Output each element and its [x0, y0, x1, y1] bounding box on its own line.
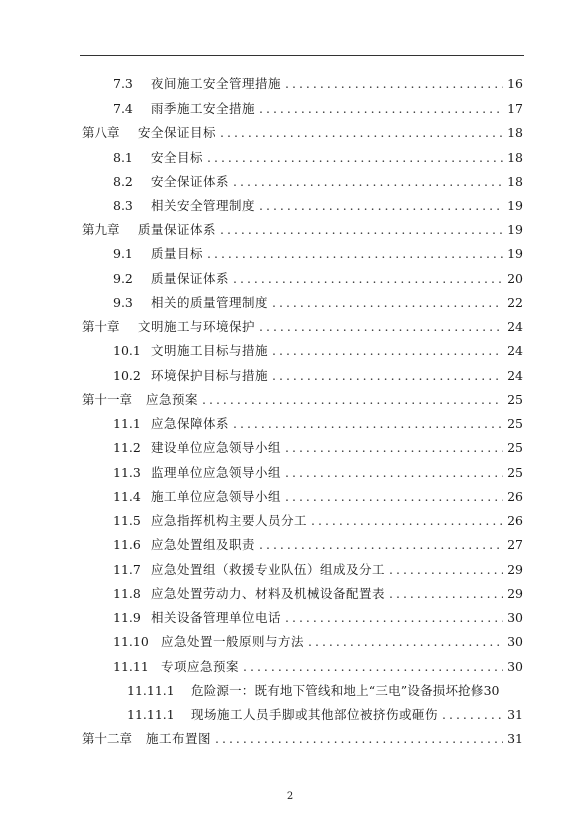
- toc-entry-page: 24: [507, 343, 523, 358]
- dot-leader: [285, 438, 503, 458]
- toc-entry-page: 30: [507, 659, 523, 674]
- toc-entry-page: 30: [507, 610, 523, 625]
- toc-entry[interactable]: [113, 269, 523, 289]
- toc-entry-title: 相关设备管理单位电话: [151, 610, 282, 625]
- toc-entry-title: 应急处置一般原则与方法: [161, 634, 305, 649]
- toc-entry[interactable]: [127, 705, 523, 725]
- dot-leader: [233, 269, 503, 289]
- dot-leader: [215, 729, 503, 749]
- dot-leader: [243, 657, 503, 677]
- toc-entry-number: 第十章: [82, 319, 120, 334]
- toc-entry-number: 11.11: [113, 659, 149, 674]
- toc-entry-title: 相关安全管理制度: [151, 198, 256, 213]
- toc-entry[interactable]: [113, 463, 523, 483]
- toc-entry-page: 26: [507, 489, 523, 504]
- toc-entry-number: 8.2: [113, 174, 133, 189]
- toc-entry[interactable]: [113, 293, 523, 313]
- toc-entry-page: 20: [507, 271, 523, 286]
- toc-chapter-entry[interactable]: [82, 317, 523, 337]
- toc-entry-number: 7.3: [113, 76, 133, 91]
- toc-entry[interactable]: [113, 657, 523, 677]
- toc-entry-number: 11.3: [113, 465, 141, 480]
- toc-entry-number: 10.2: [113, 368, 141, 383]
- toc-entry-title: 专项应急预案: [161, 659, 240, 674]
- toc-entry-title: 应急处置组（救援专业队伍）组成及分工: [151, 562, 386, 577]
- toc-chapter-entry[interactable]: [82, 220, 523, 240]
- dot-leader: [285, 463, 503, 483]
- toc-entry[interactable]: [113, 632, 523, 652]
- toc-entry[interactable]: [113, 414, 523, 434]
- dot-leader: [285, 74, 503, 94]
- toc-entry-page: 26: [507, 513, 523, 528]
- toc-entry-number: 11.9: [113, 610, 141, 625]
- toc-entry-page: 31: [507, 707, 523, 722]
- toc-entry-page: 30: [507, 634, 523, 649]
- dot-leader: [311, 511, 503, 531]
- dot-leader: [272, 366, 503, 386]
- toc-entry-page: 16: [507, 76, 523, 91]
- toc-entry-page: 25: [507, 392, 523, 407]
- toc-entry[interactable]: [113, 74, 523, 94]
- toc-entry-title: 文明施工目标与措施: [151, 343, 269, 358]
- toc-entry-page: 31: [507, 731, 523, 746]
- toc-entry-title: 安全目标: [151, 150, 204, 165]
- toc-entry-page: 19: [507, 222, 523, 237]
- dot-leader: [272, 293, 503, 313]
- toc-entry-number: 7.4: [113, 101, 133, 116]
- toc-entry-number: 11.11.1: [127, 707, 175, 722]
- toc-entry-title: 应急保障体系: [151, 416, 230, 431]
- toc-entry-number: 第十二章: [82, 731, 133, 746]
- toc-entry-page: 24: [507, 319, 523, 334]
- toc-entry-page: 29: [507, 586, 523, 601]
- toc-chapter-entry[interactable]: [82, 729, 523, 749]
- dot-leader: [308, 632, 503, 652]
- page-number: 2: [286, 791, 294, 802]
- toc-entry[interactable]: [113, 99, 523, 119]
- dot-leader: [259, 317, 503, 337]
- toc-chapter-entry[interactable]: [82, 123, 523, 143]
- dot-leader: [220, 220, 503, 240]
- toc-entry-number: 11.4: [113, 489, 141, 504]
- dot-leader: [285, 487, 503, 507]
- toc-entry-number: 第九章: [82, 222, 120, 237]
- toc-entry-number: 11.8: [113, 586, 141, 601]
- toc-entry-title: 文明施工与环境保护: [138, 319, 256, 334]
- toc-entry-number: 第十一章: [82, 392, 133, 407]
- dot-leader: [233, 414, 503, 434]
- toc-entry[interactable]: [113, 366, 523, 386]
- toc-entry[interactable]: [113, 608, 523, 628]
- toc-entry-page: 25: [507, 416, 523, 431]
- toc-entry-title: 安全保证体系: [151, 174, 230, 189]
- toc-entry-title: 应急处置劳动力、材料及机械设备配置表: [151, 586, 386, 601]
- toc-entry[interactable]: [113, 511, 523, 531]
- dot-leader: [259, 99, 503, 119]
- toc-entry-page: 25: [507, 465, 523, 480]
- toc-entry[interactable]: [113, 172, 523, 192]
- dot-leader: [259, 196, 503, 216]
- toc-entry[interactable]: [113, 196, 523, 216]
- toc-entry-title: 危险源一：既有地下管线和地上“三电”设备损坏抢修: [191, 683, 484, 698]
- toc-entry[interactable]: [113, 535, 523, 555]
- toc-entry-page: 18: [507, 150, 523, 165]
- dot-leader: [233, 172, 503, 192]
- toc-entry-page: 18: [507, 174, 523, 189]
- toc-entry-number: 8.3: [113, 198, 133, 213]
- toc-entry-page: 27: [507, 537, 523, 552]
- dot-leader: [220, 123, 503, 143]
- toc-entry-title: 应急指挥机构主要人员分工: [151, 513, 308, 528]
- toc-entry-page: 17: [507, 101, 523, 116]
- toc-entry[interactable]: [113, 341, 523, 361]
- toc-entry-title: 施工单位应急领导小组: [151, 489, 282, 504]
- dot-leader: [442, 705, 503, 725]
- toc-entry-page: 19: [507, 246, 523, 261]
- toc-entry-number: 11.6: [113, 537, 141, 552]
- toc-entry-title: 安全保证目标: [138, 125, 217, 140]
- toc-entry-number: 9.1: [113, 246, 133, 261]
- toc-entry-page: 19: [507, 198, 523, 213]
- dot-leader: [207, 148, 503, 168]
- dot-leader: [207, 244, 503, 264]
- toc-entry-number: 10.1: [113, 343, 141, 358]
- toc-entry-title: 雨季施工安全措施: [151, 101, 256, 116]
- toc-entry-number: 11.5: [113, 513, 141, 528]
- toc-entry-title: 环境保护目标与措施: [151, 368, 269, 383]
- toc-entry-number: 11.2: [113, 440, 141, 455]
- toc-chapter-entry[interactable]: [82, 390, 523, 410]
- toc-entry-page: 25: [507, 440, 523, 455]
- toc-entry-title: 应急预案: [146, 392, 199, 407]
- toc-entry-number: 9.3: [113, 295, 133, 310]
- toc-entry-title: 质量保证体系: [138, 222, 217, 237]
- toc-entry[interactable]: [113, 148, 523, 168]
- toc-entry-number: 11.10: [113, 634, 149, 649]
- toc-entry-title: 监理单位应急领导小组: [151, 465, 282, 480]
- toc-entry-number: 第八章: [82, 125, 120, 140]
- toc-entry-number: 11.7: [113, 562, 141, 577]
- toc-entry-page: 18: [507, 125, 523, 140]
- toc-entry[interactable]: [113, 438, 523, 458]
- dot-leader: [389, 560, 503, 580]
- toc-entry-number: 11.11.1: [127, 683, 175, 698]
- dot-leader: [259, 535, 503, 555]
- toc-entry-title: 应急处置组及职责: [151, 537, 256, 552]
- toc-entry-title: 夜间施工安全管理措施: [151, 76, 282, 91]
- toc-entry-page: 22: [507, 295, 523, 310]
- toc-entry-title: 相关的质量管理制度: [151, 295, 269, 310]
- toc-entry-title: 建设单位应急领导小组: [151, 440, 282, 455]
- toc-entry-number: 8.1: [113, 150, 133, 165]
- toc-entry[interactable]: [113, 244, 523, 264]
- toc-entry-title: 现场施工人员手脚或其他部位被挤伤或砸伤: [191, 707, 439, 722]
- toc-entry[interactable]: [113, 584, 523, 604]
- toc-entry-title: 质量保证体系: [151, 271, 230, 286]
- toc-entry-title: 质量目标: [151, 246, 204, 261]
- toc-entry-number: 11.1: [113, 416, 141, 431]
- dot-leader: [389, 584, 503, 604]
- toc-entry[interactable]: [113, 560, 523, 580]
- toc-entry-page: 30: [483, 683, 500, 698]
- dot-leader: [285, 608, 503, 628]
- toc-entry-page: 24: [507, 368, 523, 383]
- toc-entry-page: 29: [507, 562, 523, 577]
- header-rule: [80, 55, 524, 56]
- dot-leader: [272, 341, 503, 361]
- toc-entry[interactable]: [127, 681, 523, 701]
- toc-entry[interactable]: [113, 487, 523, 507]
- toc-entry-title: 施工布置图: [146, 731, 212, 746]
- dot-leader: [202, 390, 503, 410]
- toc-entry-number: 9.2: [113, 271, 133, 286]
